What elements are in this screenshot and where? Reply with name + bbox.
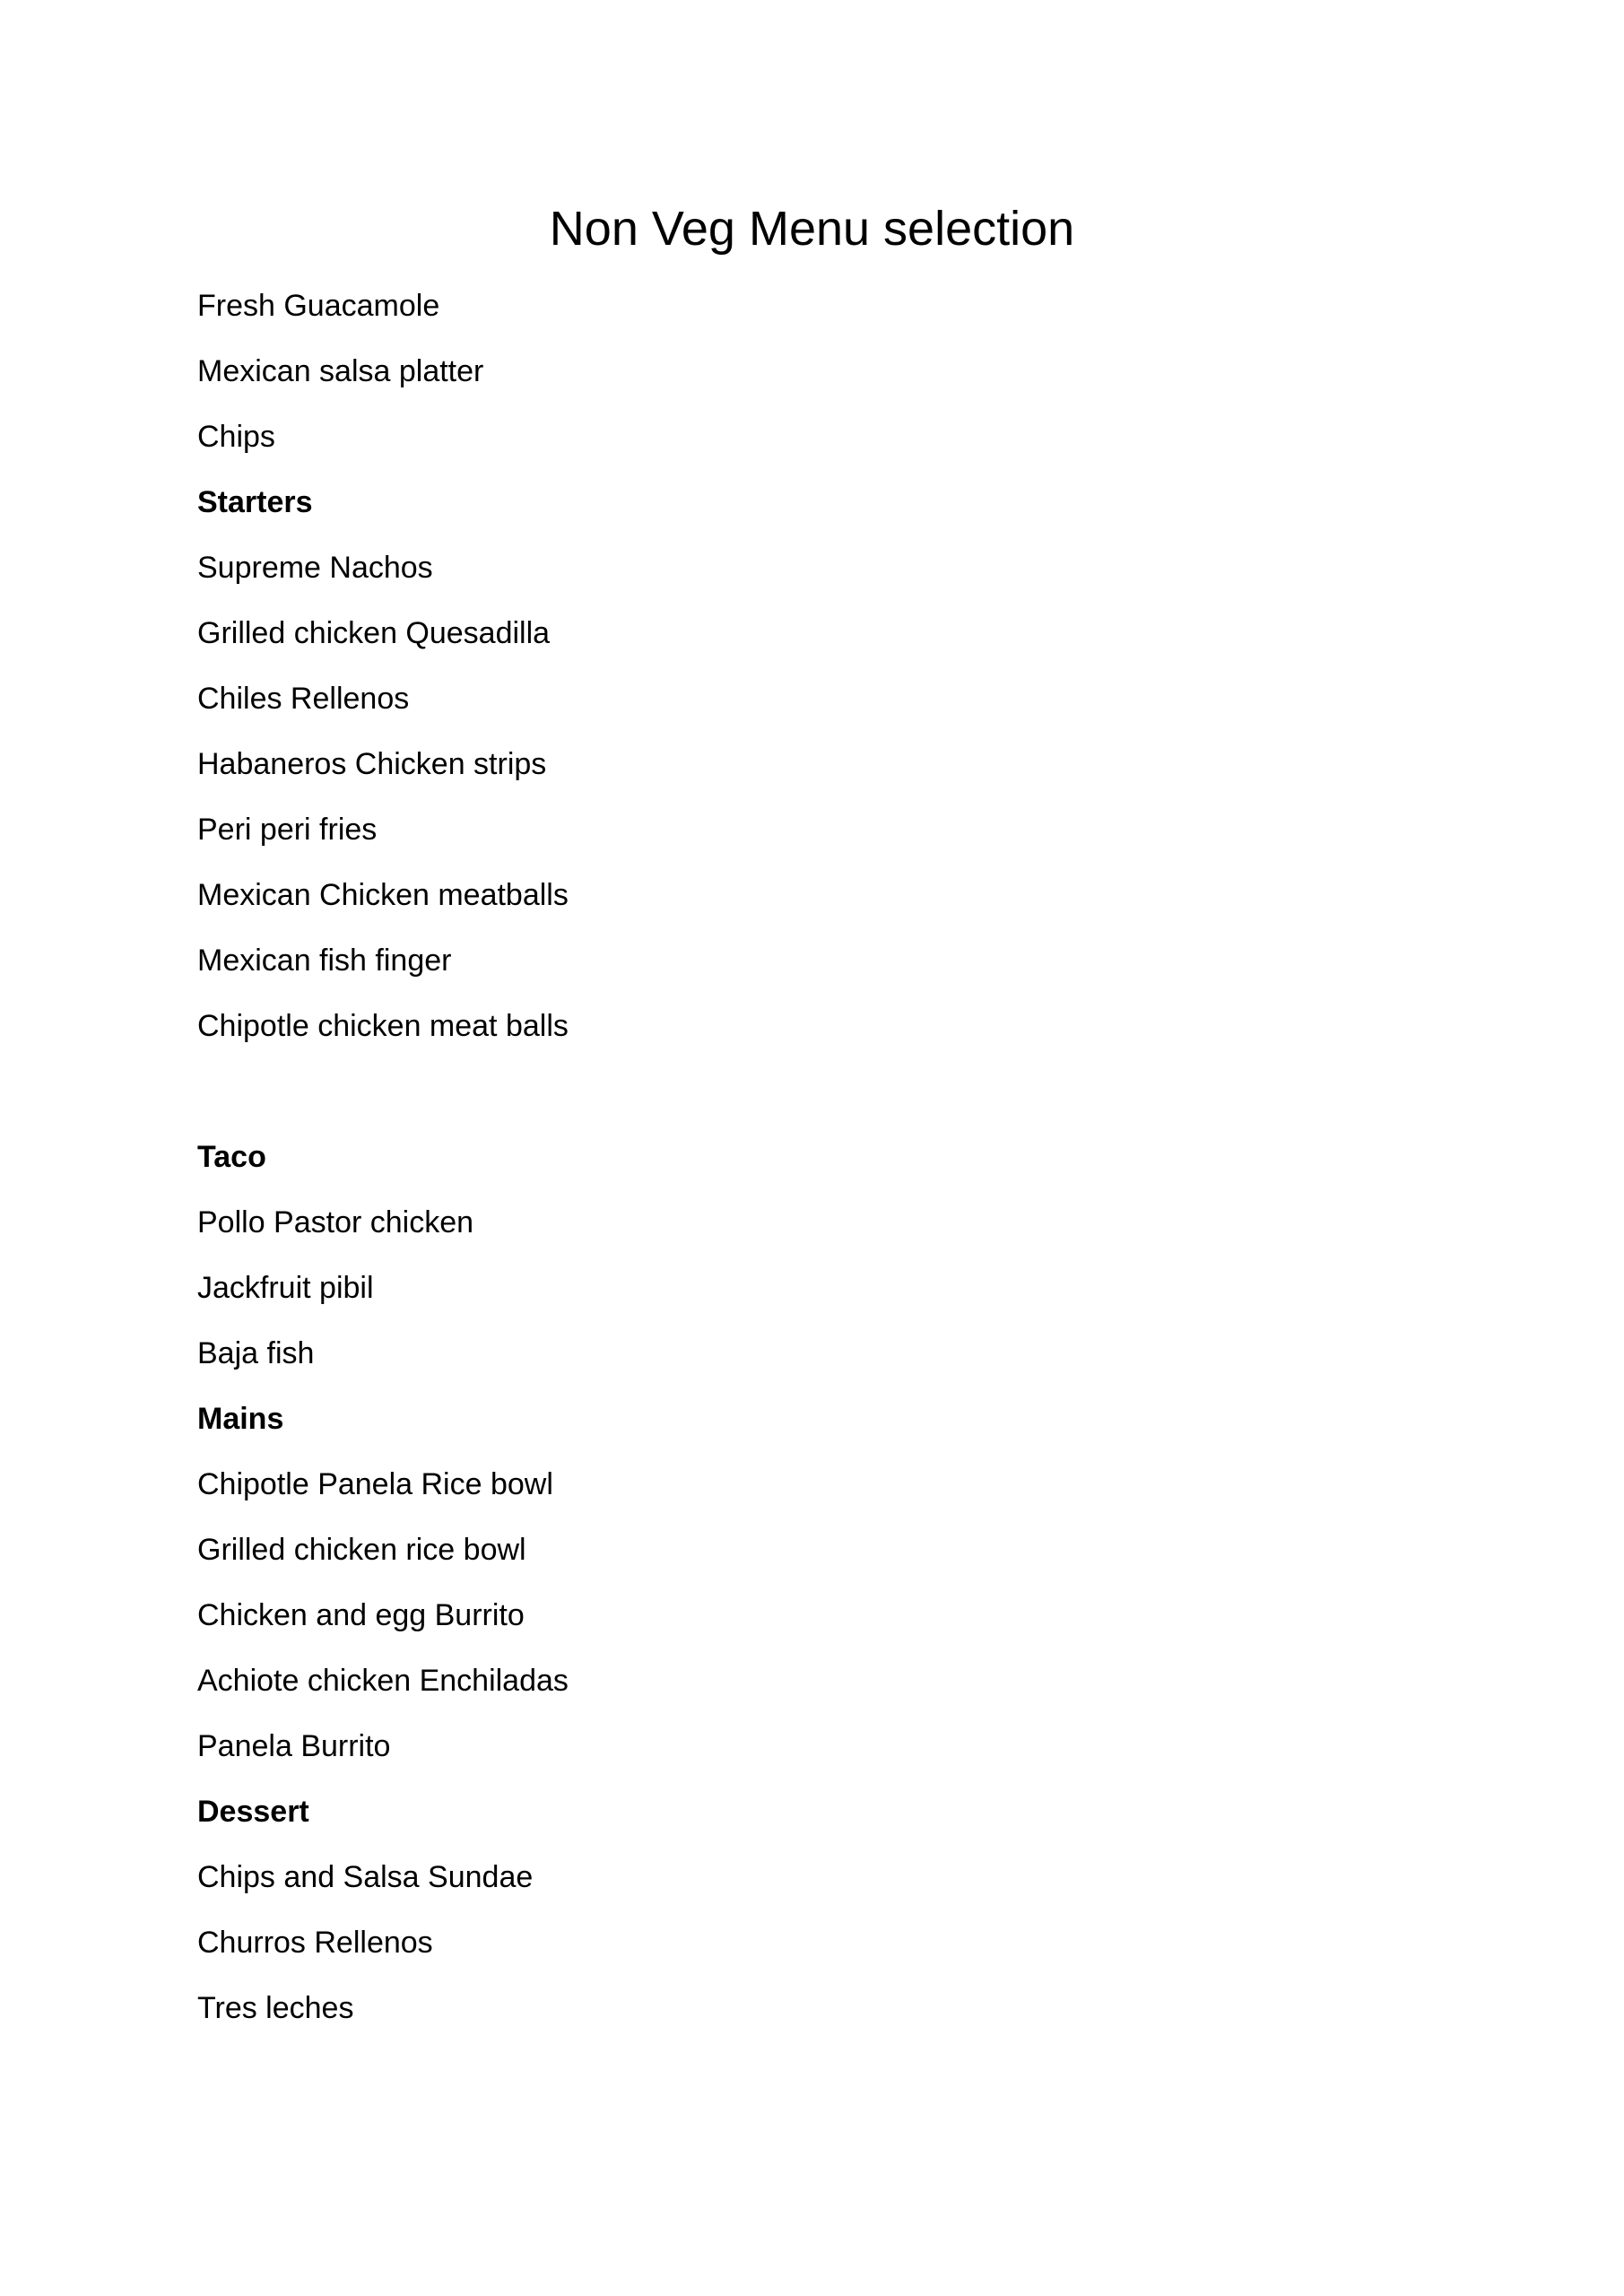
menu-item-grilled-chicken-rice-bowl: Grilled chicken rice bowl — [197, 1533, 526, 1567]
menu-item-grilled-chicken-quesadilla: Grilled chicken Quesadilla — [197, 616, 551, 650]
menu-item-chiles-rellenos: Chiles Rellenos — [197, 682, 410, 716]
menu-item-mexican-fish-finger: Mexican fish finger — [197, 944, 452, 978]
menu-item-chips-and-salsa-sundae: Chips and Salsa Sundae — [197, 1860, 534, 1894]
menu-item-chips: Chips — [197, 420, 275, 454]
menu-item-mexican-chicken-meatballs: Mexican Chicken meatballs — [197, 878, 569, 912]
section-heading-dessert: Dessert — [197, 1795, 309, 1829]
menu-item-churros-rellenos: Churros Rellenos — [197, 1926, 433, 1960]
menu-item-panela-burrito: Panela Burrito — [197, 1729, 391, 1763]
menu-item-chipotle-panela-rice-bowl: Chipotle Panela Rice bowl — [197, 1467, 553, 1501]
menu-item-supreme-nachos: Supreme Nachos — [197, 551, 433, 585]
section-heading-mains: Mains — [197, 1402, 284, 1436]
section-heading-starters: Starters — [197, 485, 313, 519]
menu-item-pollo-pastor-chicken: Pollo Pastor chicken — [197, 1205, 474, 1239]
menu-item-chicken-and-egg-burrito: Chicken and egg Burrito — [197, 1598, 525, 1632]
section-heading-taco: Taco — [197, 1140, 266, 1174]
menu-item-mexican-salsa-platter: Mexican salsa platter — [197, 354, 484, 388]
menu-item-jackfruit-pibil: Jackfruit pibil — [197, 1271, 374, 1305]
menu-item-baja-fish: Baja fish — [197, 1336, 315, 1370]
menu-item-habaneros-chicken-strips: Habaneros Chicken strips — [197, 747, 547, 781]
page-title: Non Veg Menu selection — [549, 202, 1075, 256]
menu-item-fresh-guacamole: Fresh Guacamole — [197, 289, 440, 323]
menu-item-chipotle-chicken-meat-balls: Chipotle chicken meat balls — [197, 1009, 569, 1043]
menu-item-tres-leches: Tres leches — [197, 1991, 354, 2025]
menu-item-peri-peri-fries: Peri peri fries — [197, 813, 378, 847]
menu-item-achiote-chicken-enchiladas: Achiote chicken Enchiladas — [197, 1664, 569, 1698]
